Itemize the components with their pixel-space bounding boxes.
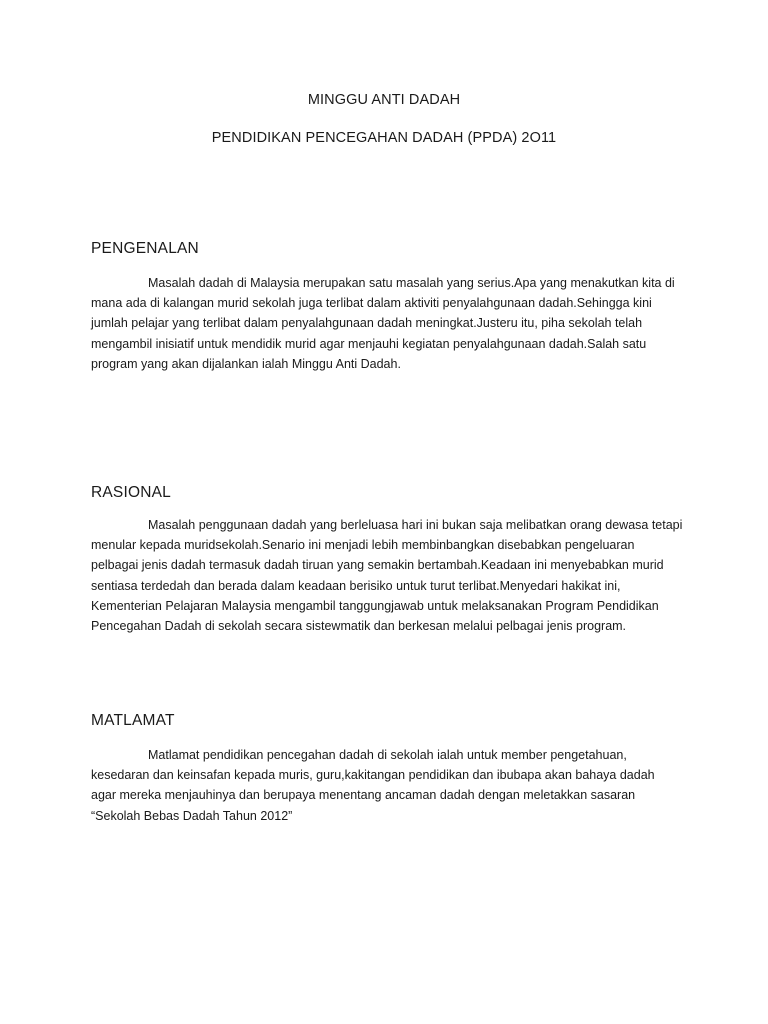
document-subtitle: PENDIDIKAN PENCEGAHAN DADAH (PPDA) 2O11 (211, 130, 557, 146)
section-heading-matlamat: MATLAMAT (91, 712, 175, 729)
section-paragraph-matlamat (91, 745, 689, 826)
paragraph-line: “Sekolah Bebas Dadah Tahun 2012” (91, 808, 293, 823)
paragraph-line: pelbagai jenis dadah termasuk dadah tiruan yang semakin bertambah.Keadaan ini menyebabkan murid (91, 558, 664, 573)
paragraph-line: sentiasa terdedah dan berada dalam keadaan berisiko untuk turut terlibat.Menyedari hakikat ini, (91, 578, 621, 593)
paragraph-line: program yang akan dijalankan ialah Minggu Anti Dadah. (91, 356, 401, 371)
paragraph-line: mana ada di kalangan murid sekolah juga terlibat dalam aktiviti penyalahgunaan dadah.Sehingga kini (91, 296, 652, 311)
section-heading-rasional: RASIONAL (91, 484, 171, 501)
paragraph-line: agar mereka menjauhinya dan berupaya menentang ancaman dadah dengan meletakkan sasaran (91, 788, 636, 803)
paragraph-line: menular kepada muridsekolah.Senario ini menjadi lebih membinbangkan disebabkan pengeluaran (91, 538, 635, 553)
document-title: MINGGU ANTI DADAH (307, 92, 461, 108)
paragraph-line: Kementerian Pelajaran Malaysia mengambil tanggungjawab untuk melaksanakan Program Pendidikan (91, 598, 659, 613)
paragraph-line: kesedaran dan keinsafan kepada muris, guru,kakitangan pendidikan dan ibubapa akan bahaya dadah (91, 768, 655, 783)
paragraph-line: Masalah penggunaan dadah yang berleluasa hari ini bukan saja melibatkan orang dewasa tetapi (148, 518, 683, 532)
paragraph-line: jumlah pelajar yang terlibat dalam penyalahgunaan dadah meningkat.Justeru itu, piha sekolah telah (91, 316, 643, 331)
paragraph-line: Matlamat pendidikan pencegahan dadah di sekolah ialah untuk member pengetahuan, (148, 748, 627, 762)
paragraph-line: Pencegahan Dadah di sekolah secara sistewmatik dan berkesan melalui pelbagai jenis program. (91, 619, 627, 634)
paragraph-line: Masalah dadah di Malaysia merupakan satu masalah yang serius.Apa yang menakutkan kita di (148, 276, 675, 290)
section-paragraph-pengenalan (91, 273, 689, 374)
section-paragraph-rasional (91, 515, 689, 636)
section-heading-pengenalan: PENGENALAN (91, 240, 199, 257)
paragraph-line: mengambil inisiatif untuk mendidik murid agar menjauhi kegiatan penyalahgunaan dadah.Salah satu (91, 336, 647, 351)
